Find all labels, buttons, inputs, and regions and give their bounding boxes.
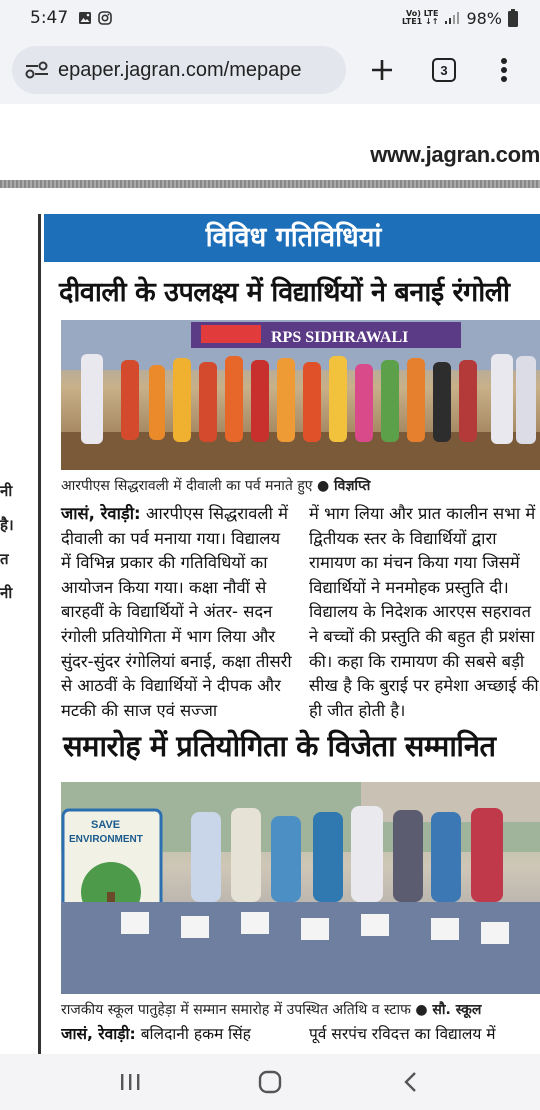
award-ceremony-photo [61,782,540,994]
article2-caption [61,1000,481,1019]
news-section [38,214,540,1054]
article1-col1 [61,502,295,723]
new-tab-button[interactable] [360,48,404,92]
gallery-icon [78,11,92,25]
body-text: आरपीएस सिद्धरावली में दीवाली का पर्व मनाया गया। विद्यालय में विभिन्न प्रकार की गतिविधियों का आयोजन किया गया। कक्षा नौवीं से बारहवीं के विद्यार्थियों ने अंतर- सदन रंगोली प्रतियोगिता में भाग लिया और सुंदर-सुंदर रंगोलियां बनाई, कक्षा तीसरी से आठवीं के विद्यार्थियों ने दीपक और मटकी की साज एवं सज्जा [61,504,292,720]
left-column-fragments [0,474,22,610]
caption-text: राजकीय स्कूल पातुहेड़ा में सम्मान समारोह में उपस्थित अतिथि व स्टाफ [61,1002,411,1018]
back-button[interactable] [390,1062,430,1102]
system-nav-bar [0,1054,540,1110]
site-url-header: www.jagran.com [370,142,540,167]
article2-photo [61,782,540,994]
home-icon [258,1070,282,1094]
tab-count: 3 [440,62,448,78]
left-fragment: नी [0,482,13,500]
poster-text: SAVE [91,819,121,831]
article1-headline: दीवाली के उपलक्ष्य में विद्यार्थियों ने बनाई रंगोली [59,277,510,308]
epaper-page[interactable] [0,104,540,1054]
address-bar[interactable] [12,46,346,94]
signal-icon [444,11,460,25]
battery-percent: 98% [466,8,502,28]
rangoli-group-photo [61,320,540,470]
article1-col2 [309,502,540,723]
recents-button[interactable] [110,1062,150,1102]
status-right [402,9,518,28]
article1-caption [61,476,370,495]
status-bar [0,0,540,36]
article1-body [61,502,540,723]
back-icon [403,1071,417,1093]
left-fragment: नी [0,584,13,602]
header-rule [0,180,540,188]
article2-body [61,1022,540,1044]
dateline: जासं, रेवाड़ी: [61,504,141,523]
left-fragment: त [0,550,9,568]
body-text: में भाग लिया और प्रात कालीन सभा में द्वितीयक स्तर के विद्यार्थियों द्वारा रामायण का मंचन किया गया जिसमें विद्यार्थियों ने मनमोहक प्रस्तुति दी। विद्यालय के निदेशक आरएस सहरावत ने बच्चों की प्रस्तुति की बहुत ही प्रशंसा की। कहा कि रामायण की सबसे बड़ी सीख है कि बुराई पर हमेशा अच्छाई की ही जीत होती है। [309,504,539,720]
body-text: पूर्व सरपंच रविदत्त का विद्यालय में [309,1025,496,1043]
tab-switcher-icon [432,58,456,82]
caption-text: आरपीएस सिद्धरावली में दीवाली का पर्व मनाते हुए [61,478,313,494]
status-time: 5:47 [30,8,69,28]
photo-credit: ● सौ. स्कूल [415,1002,482,1018]
category-banner: विविध गतिविधियां [44,214,540,262]
battery-icon [508,9,518,27]
network-indicator: Vo) LTE LTE1 ↓↑ [401,9,439,26]
article2-headline: समारोह में प्रतियोगिता के विजेता सम्मानित [63,729,496,763]
body-text: बलिदानी हकम सिंह [135,1025,251,1043]
dateline: जासं, रेवाड़ी: [61,1025,136,1043]
more-menu-button[interactable] [482,48,526,92]
site-settings-icon[interactable] [24,60,50,80]
recents-icon [119,1072,141,1092]
left-fragment: है। [0,516,14,534]
more-vert-icon [500,57,508,83]
home-button[interactable] [250,1062,290,1102]
tab-switcher-button[interactable] [422,48,466,92]
banner-text: RPS SIDHRAWALI [271,329,409,346]
article2-col2 [309,1022,540,1044]
instagram-icon [98,11,112,25]
browser-toolbar [0,36,540,104]
url-text[interactable]: epaper.jagran.com/mepape [58,58,302,81]
article1-photo [61,320,540,470]
poster-text: ENVIRONMENT [69,834,143,845]
plus-icon [370,58,394,82]
photo-credit: ● विज्ञप्ति [316,478,371,494]
article2-col1 [61,1022,295,1044]
